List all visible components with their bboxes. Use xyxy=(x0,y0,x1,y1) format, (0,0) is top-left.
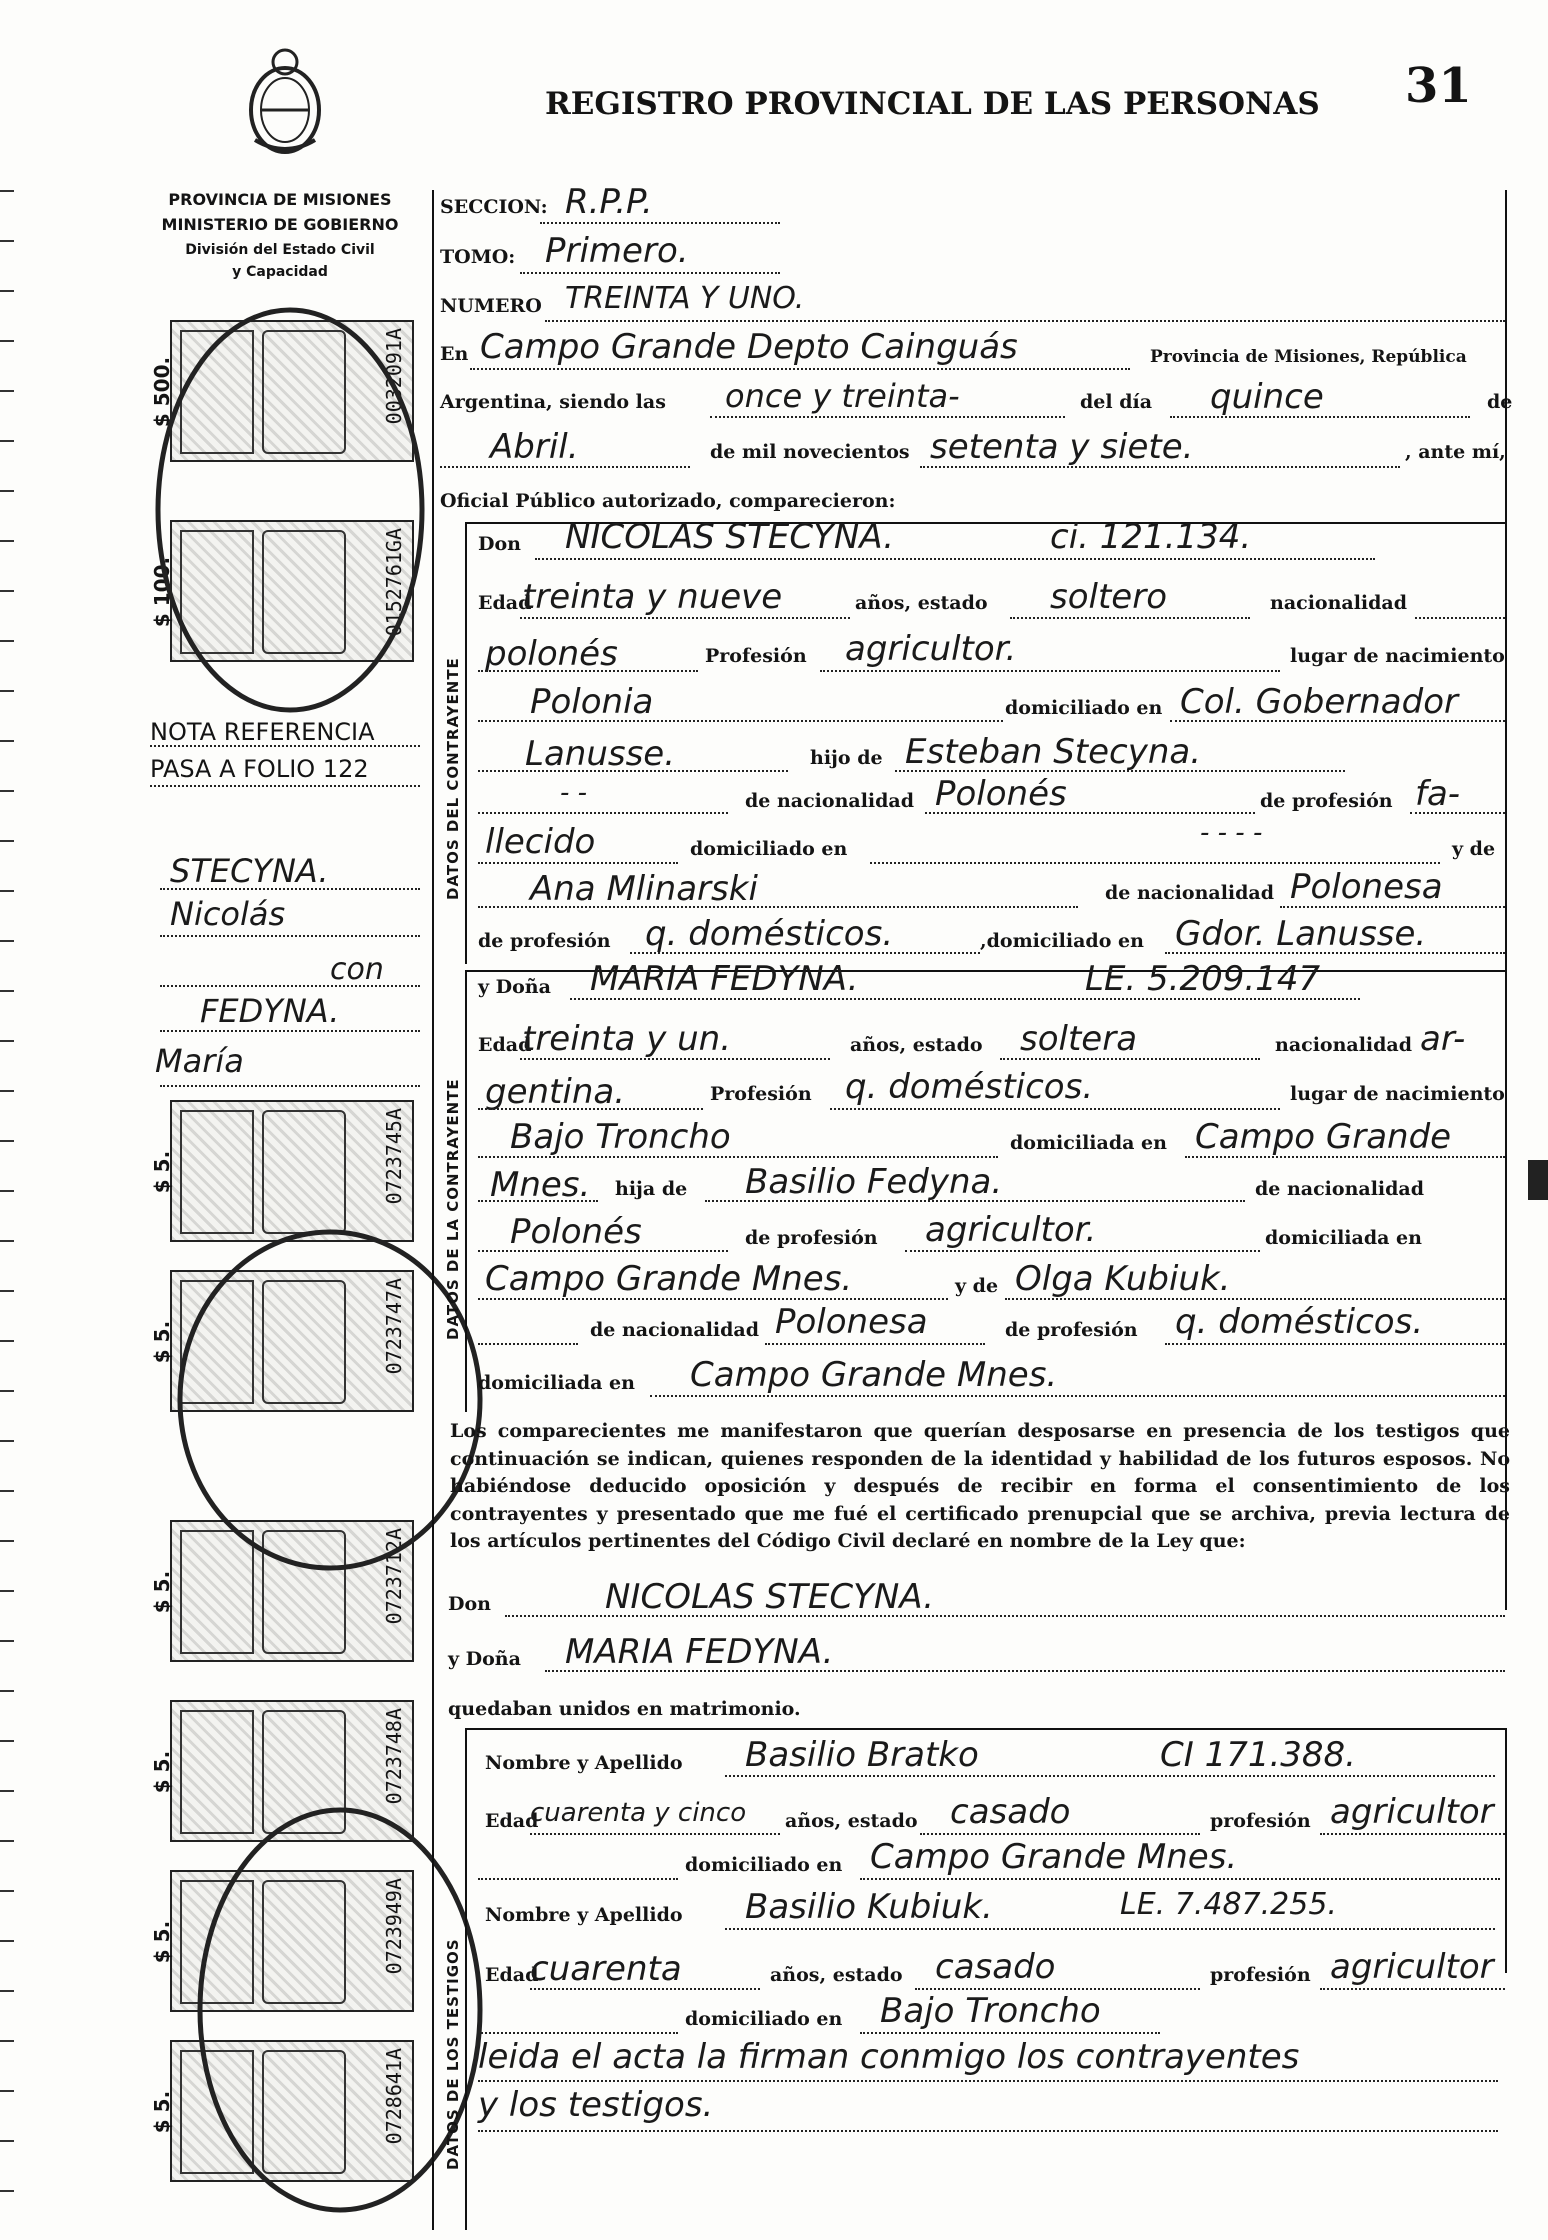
margin-name: STECYNA. xyxy=(170,852,329,890)
padre-nombre: Esteban Stecyna. xyxy=(905,732,1202,772)
ante-mi-label: , ante mí, xyxy=(1405,441,1506,463)
official-seal-icon xyxy=(150,300,430,720)
tomo-label: TOMO: xyxy=(440,246,516,268)
don-edad: treinta y nueve xyxy=(522,577,783,617)
don-estado: soltero xyxy=(1050,577,1167,617)
madre-profesion: q. domésticos. xyxy=(645,914,894,954)
domiciliado-label-t1: domiciliado en xyxy=(685,1854,843,1876)
nacionalidad-label: nacionalidad xyxy=(1270,592,1408,614)
madre-domicilio: Gdor. Lanusse. xyxy=(1175,914,1427,954)
lugar-nac-label-2: lugar de nacimiento xyxy=(1290,1083,1505,1105)
profesion-label-t2: profesión xyxy=(1210,1964,1311,1986)
quedaban-label: quedaban unidos en matrimonio. xyxy=(448,1698,801,1720)
domiciliado-label: domiciliado en xyxy=(1005,697,1163,719)
don-label: Don xyxy=(478,533,521,555)
t2-document: LE. 7.487.255. xyxy=(1120,1887,1337,1922)
hijo-de-label: hijo de xyxy=(810,747,883,769)
dona-padre: Basilio Fedyna. xyxy=(745,1162,1003,1202)
fiscal-stamp: $ 100. 0152761GA xyxy=(170,520,414,662)
dona-madre-domicilio: Campo Grande Mnes. xyxy=(690,1355,1058,1395)
de-profesion-label: de profesión xyxy=(1260,790,1393,812)
seccion-value: R.P.P. xyxy=(565,182,653,222)
domiciliado-label-3: ,domiciliado en xyxy=(980,930,1144,952)
office-line-3: División del Estado Civil xyxy=(185,242,375,258)
edad-label: Edad xyxy=(478,592,532,614)
hora-value: once y treinta- xyxy=(725,377,960,415)
padre-profesion: fa- xyxy=(1415,774,1461,814)
domiciliado-label-t2: domiciliado en xyxy=(685,2008,843,2030)
nacionalidad-label-2: nacionalidad xyxy=(1275,1034,1413,1056)
domiciliada-label-2: domiciliada en xyxy=(1265,1227,1422,1249)
contrayente-label: DATOS DEL CONTRAYENTE xyxy=(444,657,462,900)
don-name: NICOLAS STECYNA. xyxy=(565,517,895,557)
dona-lugar-nacimiento: Bajo Troncho xyxy=(510,1117,731,1157)
de-nacionalidad-label-4: de nacionalidad xyxy=(590,1319,760,1341)
fiscal-stamp: $ 5. 0723712A xyxy=(170,1520,414,1662)
hija-de-label: hija de xyxy=(615,1178,688,1200)
dona-document: LE. 5.209.147 xyxy=(1085,959,1321,999)
seccion-label: SECCION: xyxy=(440,196,548,218)
coat-of-arms-icon xyxy=(235,40,335,160)
domiciliada-label-3: domiciliada en xyxy=(478,1372,635,1394)
anos-estado-label-2: años, estado xyxy=(850,1034,983,1056)
t2-edad: cuarenta xyxy=(530,1949,682,1989)
de-nacionalidad-label-2: de nacionalidad xyxy=(1105,882,1275,904)
fiscal-stamp: $ 500. 0032091A xyxy=(170,320,414,462)
office-line-1: PROVINCIA DE MISIONES xyxy=(168,190,392,209)
de-profesion-label-3: de profesión xyxy=(745,1227,878,1249)
t1-edad: cuarenta y cinco xyxy=(530,1798,747,1828)
anos-estado-label-t2: años, estado xyxy=(770,1964,903,1986)
profesion-label: Profesión xyxy=(705,645,807,667)
y-de-label-2: y de xyxy=(955,1275,999,1297)
dona-profesion: q. domésticos. xyxy=(845,1067,1094,1107)
edad-label-t1: Edad xyxy=(485,1810,539,1832)
dona-label: y Doña xyxy=(478,976,551,998)
don-profesion: agricultor. xyxy=(845,629,1017,669)
dona-padre-profesion: agricultor. xyxy=(925,1210,1097,1250)
t1-nombre: Basilio Bratko xyxy=(745,1735,979,1775)
de-mil-label: de mil novecientos xyxy=(710,441,910,463)
office-line-2: MINISTERIO DE GOBIERNO xyxy=(161,215,399,234)
profesion-label-2: Profesión xyxy=(710,1083,812,1105)
don-domicilio-2: Lanusse. xyxy=(525,734,676,774)
numero-value: TREINTA Y UNO. xyxy=(565,281,805,316)
mes-value: Abril. xyxy=(490,427,579,467)
de-profesion-label-2: de profesión xyxy=(478,930,611,952)
nombre-apellido-label: Nombre y Apellido xyxy=(485,1752,683,1774)
provincia-label: Provincia de Misiones, República xyxy=(1150,347,1467,367)
lugar-value: Campo Grande Depto Cainguás xyxy=(480,327,1018,367)
dona-nacionalidad-2: gentina. xyxy=(485,1072,626,1112)
anos-estado-label: años, estado xyxy=(855,592,988,614)
dona-madre-profesion: q. domésticos. xyxy=(1175,1302,1424,1342)
padre-profesion-2: llecido xyxy=(485,822,596,862)
madre-nombre: Ana Mlinarski xyxy=(530,869,758,909)
la-contrayente-label: DATOS DE LA CONTRAYENTE xyxy=(444,1078,462,1340)
tomo-value: Primero. xyxy=(545,231,689,271)
t2-profesion: agricultor xyxy=(1330,1947,1494,1987)
fiscal-stamp: $ 5. 0723949A xyxy=(170,1870,414,2012)
dona-domicilio: Campo Grande xyxy=(1195,1117,1452,1157)
padre-domicilio: - - - - xyxy=(1200,818,1263,848)
anos-estado-label-t1: años, estado xyxy=(785,1810,918,1832)
reference-note: PASA A FOLIO 122 xyxy=(150,755,369,783)
domiciliado-label-2: domiciliado en xyxy=(690,838,848,860)
fiscal-stamp: $ 5. 0728641A xyxy=(170,2040,414,2182)
profesion-label-t1: profesión xyxy=(1210,1810,1311,1832)
oficial-label: Oficial Público autorizado, comparecieron: xyxy=(440,490,896,512)
dona-edad: treinta y un. xyxy=(522,1019,732,1059)
y-de-label: y de xyxy=(1452,838,1496,860)
dona-estado: soltera xyxy=(1020,1019,1138,1059)
de-profesion-label-4: de profesión xyxy=(1005,1319,1138,1341)
nombre-apellido-label-2: Nombre y Apellido xyxy=(485,1904,683,1926)
de-label: de xyxy=(1487,391,1513,413)
en-label: En xyxy=(440,343,469,365)
numero-label: NUMERO xyxy=(440,295,542,317)
official-seal-icon xyxy=(170,1220,490,1580)
dona-madre-nacionalidad: Polonesa xyxy=(775,1302,928,1342)
margin-name: FEDYNA. xyxy=(200,992,340,1030)
edad-label-t2: Edad xyxy=(485,1964,539,1986)
fiscal-stamp: $ 5. 0723747A xyxy=(170,1270,414,1412)
madre-nacionalidad: Polonesa xyxy=(1290,867,1443,907)
t2-domicilio: Bajo Troncho xyxy=(880,1991,1101,2031)
closing-line-1: leida el acta la firman conmigo los contrayentes xyxy=(478,2037,1300,2077)
don-final-label: Don xyxy=(448,1593,491,1615)
lugar-nac-label: lugar de nacimiento xyxy=(1290,645,1505,667)
dona-padre-nacionalidad: Polonés xyxy=(510,1212,642,1252)
t1-document: CI 171.388. xyxy=(1160,1735,1356,1775)
declaration-paragraph: Los comparecientes me manifestaron que querían desposarse en presencia de los testigos que continuación se indican, quienes responden de la identidad y habilidad de los futuros esposos. No habiéndose deducido oposición y después de recibir en forma el consentimiento de los contrayentes y presentado que me fué el certificado prenupcial que se archiva, previa lectura de los artículos pertinentes del Código Civil declaré en nombre de la Ley que: xyxy=(450,1420,1510,1552)
fiscal-stamp: $ 5. 0723745A xyxy=(170,1100,414,1242)
fiscal-stamp: $ 5. 0723748A xyxy=(170,1700,414,1842)
don-nacionalidad: polonés xyxy=(485,634,618,674)
t2-estado: casado xyxy=(935,1947,1056,1987)
margin-name: Nicolás xyxy=(170,895,286,933)
padre-nacionalidad-dash: - - xyxy=(560,778,588,808)
de-nacionalidad-label-3: de nacionalidad xyxy=(1255,1178,1425,1200)
don-domicilio: Col. Gobernador xyxy=(1180,682,1458,722)
de-nacionalidad-label: de nacionalidad xyxy=(745,790,915,812)
dona-final-name: MARIA FEDYNA. xyxy=(565,1632,834,1672)
dona-nacionalidad: ar- xyxy=(1420,1019,1466,1059)
reference-note: NOTA REFERENCIA xyxy=(150,718,375,746)
dona-padre-domicilio: Campo Grande Mnes. xyxy=(485,1259,853,1299)
dona-domicilio-2: Mnes. xyxy=(490,1165,591,1205)
dona-final-label: y Doña xyxy=(448,1648,521,1670)
page-number: 31 xyxy=(1405,58,1472,114)
margin-name: con xyxy=(330,952,384,987)
t1-estado: casado xyxy=(950,1792,1071,1832)
dona-name: MARIA FEDYNA. xyxy=(590,959,859,999)
registry-title: REGISTRO PROVINCIAL DE LAS PERSONAS xyxy=(545,86,1320,122)
closing-line-2: y los testigos. xyxy=(478,2085,714,2125)
dia-value: quince xyxy=(1210,377,1324,417)
del-dia-label: del día xyxy=(1080,391,1153,413)
margin-name: María xyxy=(155,1042,244,1080)
testigos-label: DATOS DE LOS TESTIGOS xyxy=(444,1938,462,2170)
padre-nacionalidad: Polonés xyxy=(935,774,1067,814)
dona-madre: Olga Kubiuk. xyxy=(1015,1259,1231,1299)
don-lugar-nacimiento: Polonia xyxy=(530,682,654,722)
anio-value: setenta y siete. xyxy=(930,427,1194,467)
domiciliada-label: domiciliada en xyxy=(1010,1132,1167,1154)
t1-domicilio: Campo Grande Mnes. xyxy=(870,1837,1238,1877)
don-document: ci. 121.134. xyxy=(1050,517,1252,557)
t1-profesion: agricultor xyxy=(1330,1792,1494,1832)
office-line-4: y Capacidad xyxy=(232,264,328,280)
edad-label-2: Edad xyxy=(478,1034,532,1056)
t2-nombre: Basilio Kubiuk. xyxy=(745,1887,993,1927)
don-final-name: NICOLAS STECYNA. xyxy=(605,1577,935,1617)
argentina-label: Argentina, siendo las xyxy=(440,391,666,413)
